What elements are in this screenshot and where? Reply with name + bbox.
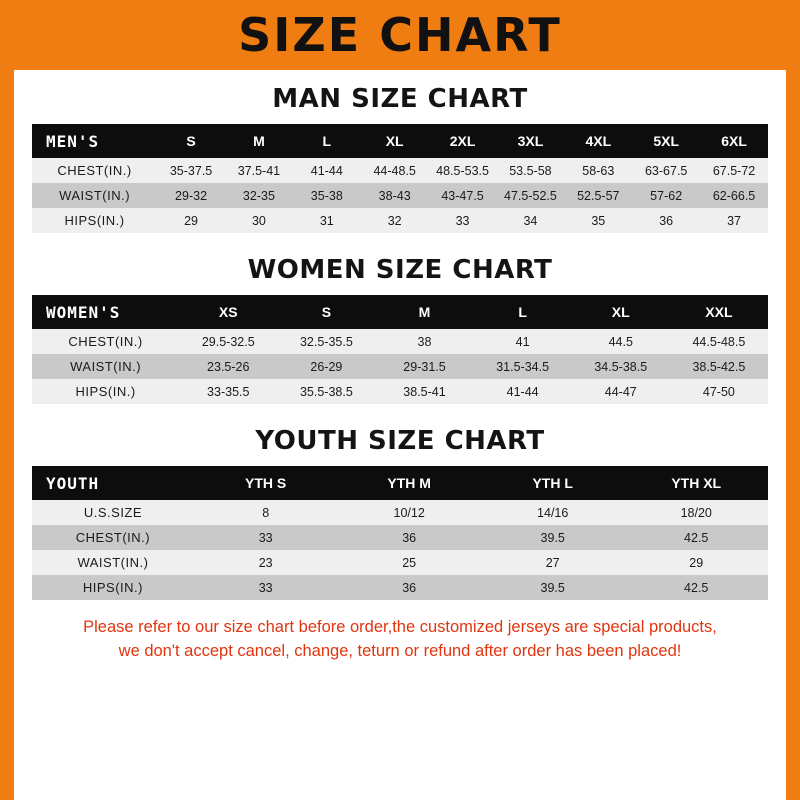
table-row [32, 525, 768, 550]
cell: 33 [194, 575, 338, 600]
men-col-2: L [293, 124, 361, 158]
cell: 32-35 [225, 183, 293, 208]
cell: 29 [157, 208, 225, 233]
cell: 53.5-58 [496, 158, 564, 183]
table-row [32, 550, 768, 575]
youth-size-table [32, 466, 768, 600]
cell: 29-32 [157, 183, 225, 208]
men-table-head [32, 124, 768, 158]
cell: 47.5-52.5 [496, 183, 564, 208]
cell: 29-31.5 [375, 354, 473, 379]
cell: 31 [293, 208, 361, 233]
women-col-3: L [474, 295, 572, 329]
youth-corner-label: YOUTH [32, 466, 194, 500]
cell: 26-29 [277, 354, 375, 379]
youth-row-label-1: CHEST(IN.) [32, 525, 194, 550]
youth-row-label-2: WAIST(IN.) [32, 550, 194, 575]
cell: 38.5-41 [375, 379, 473, 404]
table-row [32, 379, 768, 404]
table-header-row [32, 295, 768, 329]
youth-table-head [32, 466, 768, 500]
youth-col-0: YTH S [194, 466, 338, 500]
cell: 35-37.5 [157, 158, 225, 183]
cell: 42.5 [624, 525, 768, 550]
cell: 25 [337, 550, 481, 575]
cell: 14/16 [481, 500, 625, 525]
page-title: SIZE CHART [238, 8, 562, 62]
youth-col-2: YTH L [481, 466, 625, 500]
women-table-body [32, 329, 768, 404]
men-col-5: 3XL [496, 124, 564, 158]
men-corner-label: MEN'S [32, 124, 157, 158]
cell: 35-38 [293, 183, 361, 208]
table-row [32, 329, 768, 354]
cell: 30 [225, 208, 293, 233]
banner [14, 0, 786, 70]
cell: 32.5-35.5 [277, 329, 375, 354]
cell: 29.5-32.5 [179, 329, 277, 354]
men-col-8: 6XL [700, 124, 768, 158]
cell: 44.5-48.5 [670, 329, 768, 354]
cell: 29 [624, 550, 768, 575]
cell: 36 [632, 208, 700, 233]
men-col-0: S [157, 124, 225, 158]
cell: 36 [337, 575, 481, 600]
youth-row-label-0: U.S.SIZE [32, 500, 194, 525]
cell: 38-43 [361, 183, 429, 208]
cell: 10/12 [337, 500, 481, 525]
women-size-table [32, 295, 768, 404]
cell: 41-44 [293, 158, 361, 183]
women-col-4: XL [572, 295, 670, 329]
table-row [32, 183, 768, 208]
cell: 63-67.5 [632, 158, 700, 183]
men-col-1: M [225, 124, 293, 158]
footnote-line-2: we don't accept cancel, change, teturn or refund after order has been placed! [118, 641, 682, 660]
cell: 27 [481, 550, 625, 575]
cell: 34 [496, 208, 564, 233]
men-size-table [32, 124, 768, 233]
footnote [38, 616, 762, 664]
youth-table-body [32, 500, 768, 600]
cell: 43-47.5 [429, 183, 497, 208]
cell: 38 [375, 329, 473, 354]
cell: 23 [194, 550, 338, 575]
cell: 32 [361, 208, 429, 233]
cell: 44-48.5 [361, 158, 429, 183]
cell: 37.5-41 [225, 158, 293, 183]
footnote-line-1: Please refer to our size chart before order,the customized jerseys are special products, [83, 618, 717, 636]
cell: 47-50 [670, 379, 768, 404]
cell: 37 [700, 208, 768, 233]
cell: 67.5-72 [700, 158, 768, 183]
cell: 41 [474, 329, 572, 354]
table-row [32, 500, 768, 525]
table-row [32, 208, 768, 233]
women-row-label-0: CHEST(IN.) [32, 329, 179, 354]
cell: 31.5-34.5 [474, 354, 572, 379]
cell: 58-63 [564, 158, 632, 183]
section-title-men: MAN SIZE CHART [272, 84, 528, 114]
women-table-head [32, 295, 768, 329]
cell: 44-47 [572, 379, 670, 404]
cell: 62-66.5 [700, 183, 768, 208]
youth-col-1: YTH M [337, 466, 481, 500]
cell: 48.5-53.5 [429, 158, 497, 183]
cell: 33 [194, 525, 338, 550]
cell: 35.5-38.5 [277, 379, 375, 404]
women-row-label-1: WAIST(IN.) [32, 354, 179, 379]
cell: 34.5-38.5 [572, 354, 670, 379]
cell: 35 [564, 208, 632, 233]
cell: 41-44 [474, 379, 572, 404]
youth-row-label-3: HIPS(IN.) [32, 575, 194, 600]
cell: 33-35.5 [179, 379, 277, 404]
men-col-7: 5XL [632, 124, 700, 158]
section-title-youth: YOUTH SIZE CHART [255, 426, 545, 456]
men-col-3: XL [361, 124, 429, 158]
cell: 57-62 [632, 183, 700, 208]
cell: 52.5-57 [564, 183, 632, 208]
women-corner-label: WOMEN'S [32, 295, 179, 329]
table-row [32, 354, 768, 379]
cell: 44.5 [572, 329, 670, 354]
cell: 18/20 [624, 500, 768, 525]
men-col-4: 2XL [429, 124, 497, 158]
table-row [32, 158, 768, 183]
table-header-row [32, 466, 768, 500]
cell: 39.5 [481, 575, 625, 600]
men-table-body [32, 158, 768, 233]
men-row-label-1: WAIST(IN.) [32, 183, 157, 208]
youth-col-3: YTH XL [624, 466, 768, 500]
cell: 39.5 [481, 525, 625, 550]
men-col-6: 4XL [564, 124, 632, 158]
men-row-label-0: CHEST(IN.) [32, 158, 157, 183]
cell: 38.5-42.5 [670, 354, 768, 379]
table-header-row [32, 124, 768, 158]
content [14, 84, 786, 664]
women-col-1: S [277, 295, 375, 329]
women-col-2: M [375, 295, 473, 329]
cell: 42.5 [624, 575, 768, 600]
cell: 8 [194, 500, 338, 525]
men-row-label-2: HIPS(IN.) [32, 208, 157, 233]
cell: 33 [429, 208, 497, 233]
women-col-0: XS [179, 295, 277, 329]
women-row-label-2: HIPS(IN.) [32, 379, 179, 404]
table-row [32, 575, 768, 600]
women-col-5: XXL [670, 295, 768, 329]
cell: 36 [337, 525, 481, 550]
cell: 23.5-26 [179, 354, 277, 379]
section-title-women: WOMEN SIZE CHART [247, 255, 553, 285]
